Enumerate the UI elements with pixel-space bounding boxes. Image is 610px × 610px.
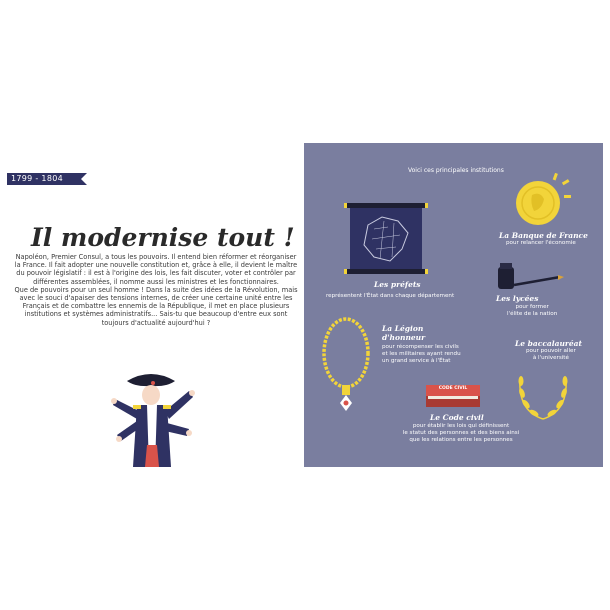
code-label: Le Code civil [430, 413, 484, 422]
code-desc-line-3: que les relations entre les personnes [409, 437, 513, 443]
paragraph-2: Que de pouvoirs pour un seul homme ! Dans la suite des idées de la Révolution, mais avec le souci d'apaiser des tensions internes, de créer une certaine unité entre les Français et de combattre les ennemis de la République, il met en place plusieurs institutions et systèmes administratifs... Sais-tu que beaucoup d'entre eux sont toujours d'actualité aujourd'hui ? [14, 285, 298, 327]
book-spine-text: CODE CIVIL [438, 386, 468, 391]
bac-desc-line-2: à l'université [532, 355, 569, 361]
page-title: Il modernise tout ! [31, 223, 295, 252]
legion-label-line-2: d'honneur [382, 333, 426, 342]
napoleon-illustration [107, 369, 197, 467]
legion-desc-line-3: un grand service à l'État [382, 358, 451, 364]
legion-desc-line-1: pour récompenser les civils [382, 344, 459, 350]
code-desc [396, 423, 526, 444]
banque-desc: pour relancer l'économie [506, 240, 576, 246]
intro-text: Voici ces principales institutions [408, 167, 504, 174]
prefets-label: Les préfets [374, 280, 421, 289]
france-map-icon [344, 199, 428, 279]
legion-label [382, 324, 425, 342]
right-page [304, 143, 603, 467]
legion-desc [382, 344, 461, 365]
legion-label-line-1: La Légion [382, 324, 424, 333]
laurel-wreath-icon [510, 365, 576, 423]
legion-honneur-icon [316, 313, 378, 415]
prefets-desc: représentent l'État dans chaque département [326, 293, 455, 299]
book-spread [7, 143, 603, 467]
bac-desc [526, 348, 576, 362]
paragraph-1: Napoléon, Premier Consul, a tous les pouvoirs. Il entend bien réformer et réorganiser la France. Il fait adopter une nouvelle constitution et, grâce à elle, il devient le maître du pouvoir législatif : il est à l'origine des lois, les fait discuter, voter et contrôler par différentes assemblées, il nomme aussi les ministres et les fonctionnaires. [14, 253, 298, 286]
code-desc-line-2: le statut des personnes et des biens ainsi [402, 430, 520, 436]
date-range: 1799 - 1804 [11, 174, 63, 183]
bac-desc-line-1: pour pouvoir aller [526, 348, 576, 354]
gold-coin-icon [512, 173, 576, 231]
legion-desc-line-2: et les militaires ayant rendu [382, 351, 461, 357]
code-desc-line-1: pour établir les lois qui définissent [412, 423, 510, 429]
lycees-label: Les lycées [496, 294, 539, 303]
body-text [13, 253, 299, 327]
left-page [7, 143, 304, 467]
lycees-desc-line-1: pour former [515, 304, 549, 310]
lycees-desc [507, 304, 557, 318]
banque-label: La Banque de France [499, 231, 588, 240]
lycees-desc-line-2: l'élite de la nation [507, 311, 558, 317]
bac-label: Le baccalauréat [515, 339, 582, 348]
inkwell-quill-icon [492, 261, 564, 297]
